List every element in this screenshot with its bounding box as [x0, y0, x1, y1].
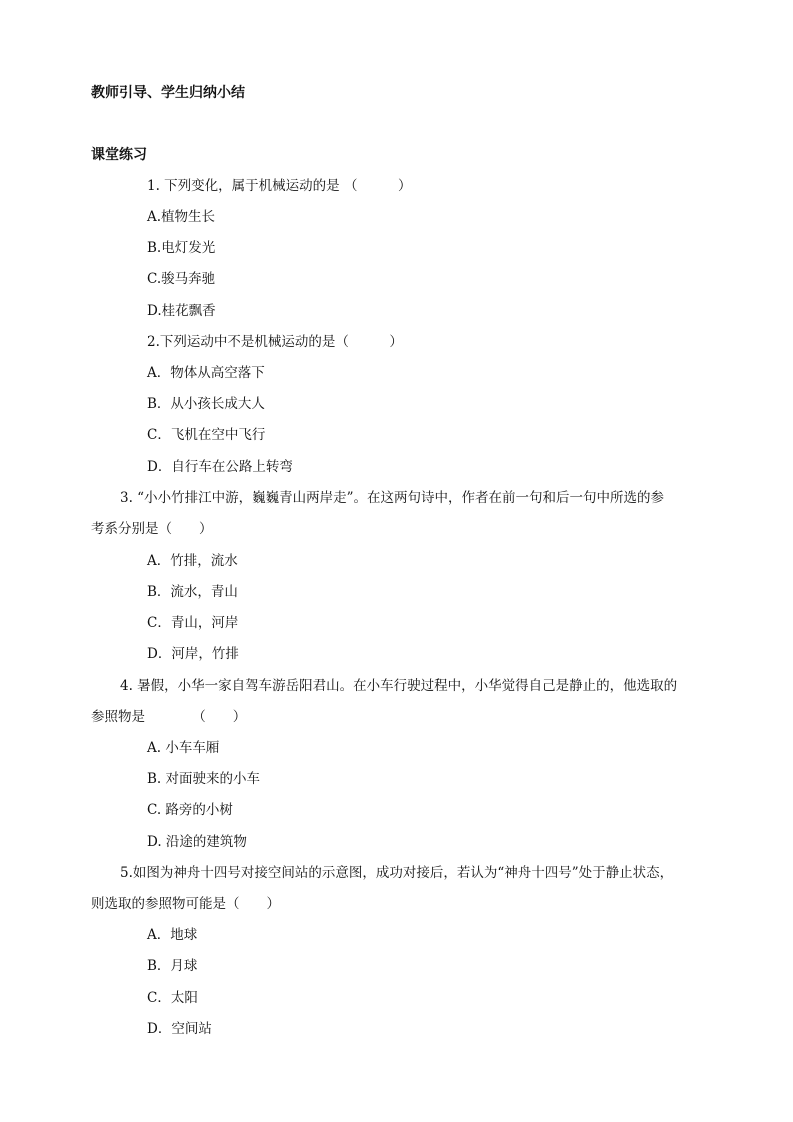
question-3-stem-line-2: 考系分别是（ ） — [91, 521, 213, 537]
question-4-stem-line-2: 参照物是 （ ） — [91, 709, 247, 725]
question-5-stem-line-1: 5.如图为神舟十四号对接空间站的示意图，成功对接后，若认为“神舟十四号”处于静止状态， — [120, 865, 674, 881]
summary-heading: 教师引导、学生归纳小结 — [91, 85, 245, 101]
question-1-option-a: A.植物生长 — [147, 209, 216, 225]
question-4-stem-line-1: 4. 暑假，小华一家自驾车游岳阳君山。在小车行驶过程中，小华觉得自己是静止的，他选取的 — [120, 678, 678, 694]
question-2-stem: 2.下列运动中不是机械运动的是（ ） — [147, 334, 403, 350]
question-4-option-a: A. 小车车厢 — [147, 740, 220, 756]
question-3-stem-line-1: 3. “小小竹排江中游，巍巍青山两岸走”。在这两句诗中，作者在前一句和后一句中所选的参 — [120, 490, 664, 506]
question-1-option-d: D.桂花飘香 — [147, 303, 216, 319]
question-5-option-b: B．月球 — [147, 958, 198, 974]
question-3-option-a: A．竹排，流水 — [147, 553, 238, 569]
question-4-option-d: D. 沿途的建筑物 — [147, 834, 247, 850]
question-1-stem: 1. 下列变化，属于机械运动的是 （ ） — [147, 178, 412, 194]
question-5-option-d: D．空间站 — [147, 1021, 212, 1037]
question-4-option-b: B. 对面驶来的小车 — [147, 771, 261, 787]
question-2-option-c: C．飞机在空中飞行 — [147, 427, 266, 443]
question-1-option-b: B.电灯发光 — [147, 240, 216, 256]
question-1-option-c: C.骏马奔驰 — [147, 271, 216, 287]
question-3-option-c: C．青山，河岸 — [147, 615, 239, 631]
practice-heading: 课堂练习 — [91, 147, 147, 163]
question-3-option-b: B．流水，青山 — [147, 584, 238, 600]
question-2-option-a: A．物体从高空落下 — [147, 365, 265, 381]
question-3-option-d: D．河岸，竹排 — [147, 646, 239, 662]
question-2-option-d: D．自行车在公路上转弯 — [147, 459, 293, 475]
question-5-option-a: A．地球 — [147, 927, 198, 943]
question-2-option-b: B．从小孩长成大人 — [147, 396, 265, 412]
question-4-option-c: C. 路旁的小树 — [147, 802, 233, 818]
question-5-option-c: C．太阳 — [147, 990, 198, 1006]
question-5-stem-line-2: 则选取的参照物可能是（ ） — [91, 896, 280, 912]
